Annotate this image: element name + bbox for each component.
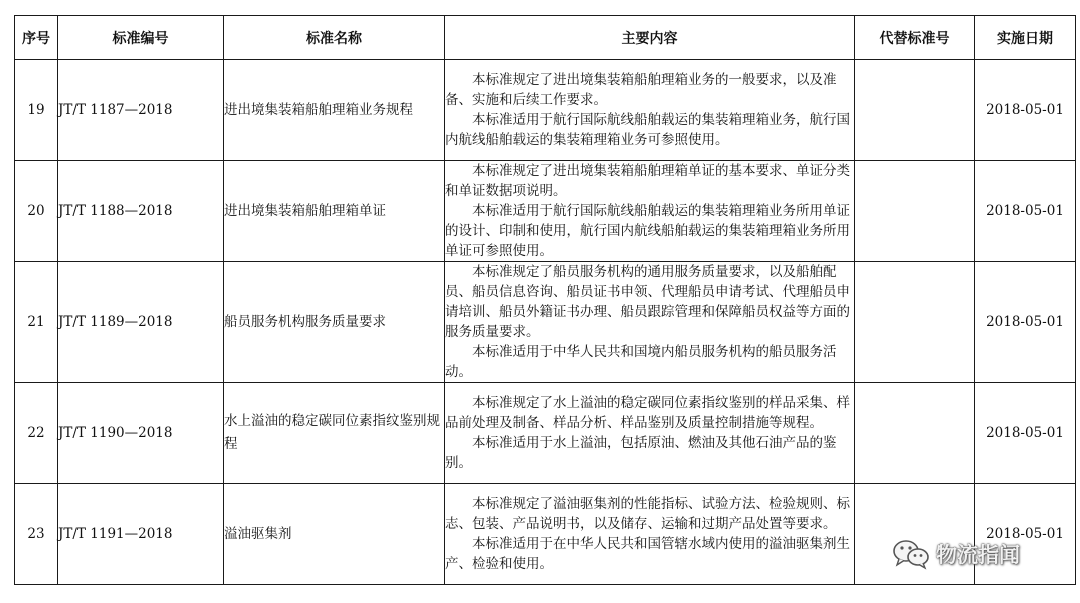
row-content xyxy=(445,161,855,262)
content-paragraph: 本标准适用于航行国际航线船舶载运的集装箱理箱业务所用单证的设计、印制和使用，航行国内航线船舶载运的集装箱理箱业务所用单证可参照使用。 xyxy=(445,203,850,259)
row-name: 进出境集装箱船舶理箱业务规程 xyxy=(224,60,445,161)
row-seq: 22 xyxy=(15,383,58,484)
row-seq: 19 xyxy=(15,60,58,161)
row-date: 2018-05-01 xyxy=(975,161,1076,262)
row-name: 船员服务机构服务质量要求 xyxy=(224,262,445,383)
header-date: 实施日期 xyxy=(975,16,1076,60)
row-name: 进出境集装箱船舶理箱单证 xyxy=(224,161,445,262)
row-seq: 21 xyxy=(15,262,58,383)
row-date: 2018-05-01 xyxy=(975,60,1076,161)
row-replace xyxy=(855,383,975,484)
row-content xyxy=(445,60,855,161)
row-code: JT/T 1187—2018 xyxy=(58,60,224,161)
content-paragraph: 本标准适用于航行国际航线船舶载运的集装箱理箱业务，航行国内航线船舶载运的集装箱理箱业务可参照使用。 xyxy=(445,112,850,148)
row-content xyxy=(445,484,855,585)
wechat-icon xyxy=(892,538,930,570)
content-paragraph: 本标准规定了进出境集装箱船舶理箱业务的一般要求，以及准备、实施和后续工作要求。 xyxy=(445,72,837,108)
row-replace xyxy=(855,161,975,262)
row-replace xyxy=(855,60,975,161)
header-code: 标准编号 xyxy=(58,16,224,60)
row-date: 2018-05-01 xyxy=(975,262,1076,383)
row-seq: 23 xyxy=(15,484,58,585)
header-content: 主要内容 xyxy=(445,16,855,60)
row-seq: 20 xyxy=(15,161,58,262)
standards-table xyxy=(14,15,1076,585)
row-date: 2018-05-01 xyxy=(975,383,1076,484)
content-paragraph: 本标准规定了船员服务机构的通用服务质量要求，以及船舶配员、船员信息咨询、船员证书申领、代理船员申请考试、代理船员申请培训、船员外籍证书办理、船员跟踪管理和保障船员权益等方面的服务质量要求。 xyxy=(445,264,850,340)
row-name: 溢油驱集剂 xyxy=(224,484,445,585)
content-paragraph: 本标准适用于水上溢油，包括原油、燃油及其他石油产品的鉴别。 xyxy=(445,435,837,471)
content-paragraph: 本标准规定了水上溢油的稳定碳同位素指纹鉴别的样品采集、样品前处理及制备、样品分析、样品鉴别及质量控制措施等规程。 xyxy=(445,395,850,431)
row-code: JT/T 1190—2018 xyxy=(58,383,224,484)
content-paragraph: 本标准适用于在中华人民共和国管辖水域内使用的溢油驱集剂生产、检验和使用。 xyxy=(445,536,850,572)
row-content xyxy=(445,262,855,383)
row-content xyxy=(445,383,855,484)
row-replace xyxy=(855,262,975,383)
row-name: 水上溢油的稳定碳同位素指纹鉴别规程 xyxy=(224,383,445,484)
watermark-text: 物流指闻 xyxy=(936,543,1020,567)
table-row xyxy=(15,262,1076,383)
content-paragraph: 本标准规定了溢油驱集剂的性能指标、试验方法、检验规则、标志、包装、产品说明书，以及储存、运输和过期产品处置等要求。 xyxy=(445,496,850,532)
header-replace: 代替标准号 xyxy=(855,16,975,60)
table-row xyxy=(15,383,1076,484)
content-paragraph: 本标准适用于中华人民共和国境内船员服务机构的船员服务活动。 xyxy=(445,344,837,380)
header-row xyxy=(15,16,1076,60)
row-date: 2018-05-01 xyxy=(975,484,1076,585)
content-paragraph: 本标准规定了进出境集装箱船舶理箱单证的基本要求、单证分类和单证数据项说明。 xyxy=(445,163,850,199)
row-code: JT/T 1191—2018 xyxy=(58,484,224,585)
row-code: JT/T 1188—2018 xyxy=(58,161,224,262)
watermark xyxy=(892,538,1020,570)
row-code: JT/T 1189—2018 xyxy=(58,262,224,383)
header-seq: 序号 xyxy=(15,16,58,60)
table-row xyxy=(15,60,1076,161)
table-row xyxy=(15,161,1076,262)
header-name: 标准名称 xyxy=(224,16,445,60)
